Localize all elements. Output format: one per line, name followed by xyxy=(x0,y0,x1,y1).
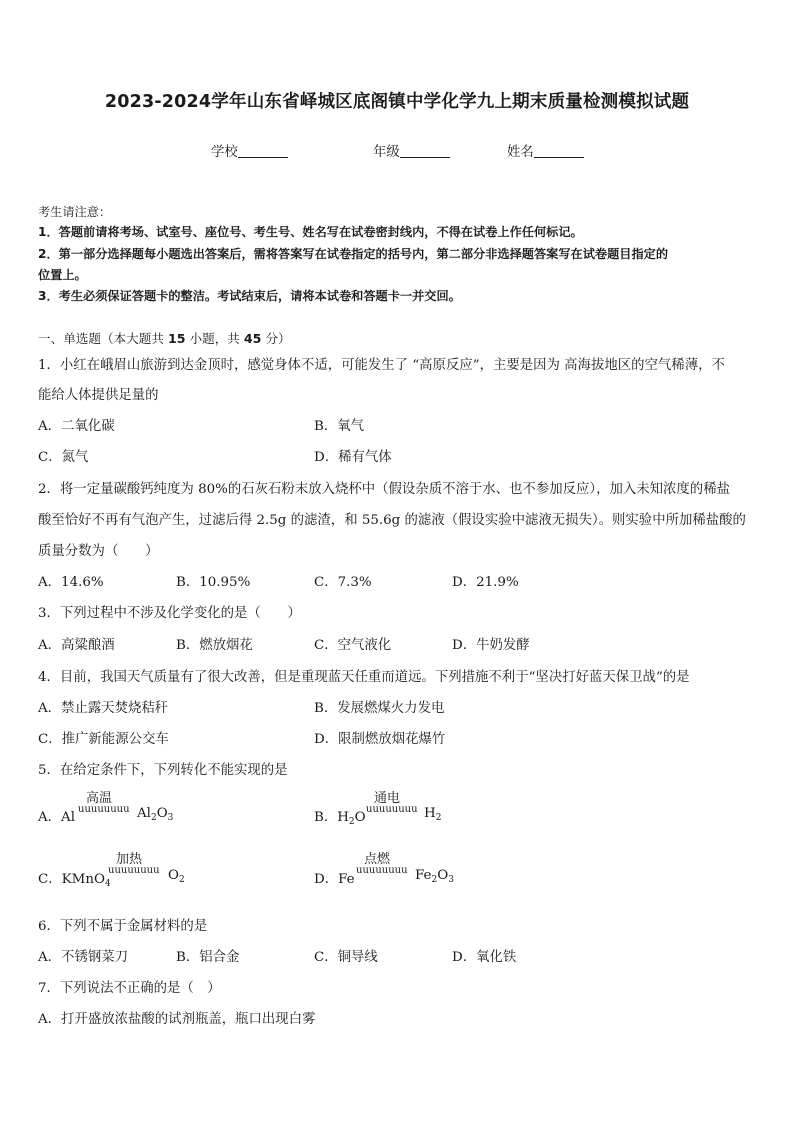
q5-c-arrow-glyph: uuuuuuuu xyxy=(108,865,160,876)
q6-option-b[interactable]: B．铝合金 xyxy=(176,950,240,965)
page-title: 2023-2024学年山东省峄城区底阁镇中学化学九上期末质量检测模拟试题 xyxy=(104,92,690,112)
section-mid: 小题，共 xyxy=(189,331,240,346)
q2-option-b[interactable]: B．10.95% xyxy=(176,575,251,590)
notice-heading: 考生请注意： xyxy=(38,205,112,219)
q6-stem: 6．下列不属于金属材料的是 xyxy=(38,919,208,934)
q5-d-condition-arrow xyxy=(356,852,414,881)
q2-option-d[interactable]: D．21.9% xyxy=(452,575,519,590)
q4-option-d[interactable]: D．限制燃放烟花爆竹 xyxy=(314,732,446,747)
q5-option-d[interactable]: D．Fe xyxy=(314,872,355,887)
notice-item-2-cont: 位置上。 xyxy=(38,268,87,282)
q1-option-d[interactable]: D．稀有气体 xyxy=(314,450,392,465)
notice-item-1: 1．答题前请将考场、试室号、座位号、考生号、姓名写在试卷密封线内，不得在试卷上作任何标记。 xyxy=(38,225,583,239)
school-field xyxy=(211,141,288,160)
q7-stem: 7．下列说法不正确的是（ ） xyxy=(38,981,221,996)
q3-option-a[interactable]: A．高粱酿酒 xyxy=(38,638,115,653)
q2-stem-line3: 质量分数为（ ） xyxy=(38,544,159,559)
section-end: 分） xyxy=(265,331,291,346)
q5-c-product: $O_2$ xyxy=(168,868,185,885)
section-heading xyxy=(38,328,291,347)
q5-d-product: $Fe_2O_3$ xyxy=(415,868,454,885)
q6-option-d[interactable]: D．氧化铁 xyxy=(452,950,517,965)
q3-option-b[interactable]: B．燃放烟花 xyxy=(176,638,253,653)
grade-field xyxy=(373,141,450,160)
q4-option-b[interactable]: B．发展燃煤火力发电 xyxy=(314,701,445,716)
name-field xyxy=(507,141,584,160)
q3-option-c[interactable]: C．空气液化 xyxy=(314,638,392,653)
q5-b-condition-arrow xyxy=(366,791,422,820)
q3-stem: 3．下列过程中不涉及化学变化的是（ ） xyxy=(38,606,301,621)
q1-stem-line2: 能给人体提供足量的 xyxy=(38,388,159,403)
q5-a-arrow-glyph: uuuuuuuu xyxy=(78,804,130,815)
name-label: 姓名 xyxy=(507,145,534,160)
school-label: 学校 xyxy=(211,145,238,160)
q5-d-arrow-glyph: uuuuuuuu xyxy=(356,865,408,876)
q5-option-b[interactable]: B．$H_2O$ xyxy=(314,810,366,827)
q1-option-a[interactable]: A．二氧化碳 xyxy=(38,419,115,434)
q5-option-a[interactable] xyxy=(38,806,75,825)
q5-b-condition: 通电 xyxy=(374,791,401,806)
q2-stem-line2: 酸至恰好不再有气泡产生，过滤后得 2.5g 的滤渣，和 55.6g 的滤液（假设实验中滤液无损失）。则实验中所加稀盐酸的 xyxy=(38,513,746,528)
q5-a-product: $Al_2O_3$ xyxy=(137,806,174,823)
q5-d-condition: 点燃 xyxy=(364,852,391,867)
q5-b-arrow-glyph: uuuuuuuu xyxy=(366,804,418,815)
q5-c-condition: 加热 xyxy=(116,852,143,867)
notice-item-2: 2．第一部分选择题每小题选出答案后，需将答案写在试卷指定的括号内，第二部分非选择题答案写在试卷题目指定的 xyxy=(38,247,669,261)
q4-stem: 4．目前，我国天气质量有了很大改善，但是重现蓝天任重而道远。下列措施不利于“坚决打好蓝天保卫战”的是 xyxy=(38,670,690,685)
q6-option-c[interactable]: C．铜导线 xyxy=(314,950,378,965)
q5-stem: 5．在给定条件下，下列转化不能实现的是 xyxy=(38,763,288,778)
section-count: 15 xyxy=(167,331,186,346)
grade-label: 年级 xyxy=(373,145,400,160)
q5-a-condition-arrow xyxy=(78,791,136,820)
q3-option-d[interactable]: D．牛奶发酵 xyxy=(452,638,530,653)
q1-option-b[interactable]: B．氧气 xyxy=(314,419,365,434)
q5-b-product: $H_2$ xyxy=(424,806,442,823)
q2-stem-line1: 2．将一定量碳酸钙纯度为 80%的石灰石粉末放入烧杯中（假设杂质不溶于水、也不参加反应），加入未知浓度的稀盐 xyxy=(38,482,730,497)
q4-option-c[interactable]: C．推广新能源公交车 xyxy=(38,732,169,747)
q7-option-a[interactable]: A．打开盛放浓盐酸的试剂瓶盖，瓶口出现白雾 xyxy=(38,1012,316,1027)
name-blank[interactable] xyxy=(534,144,584,158)
q4-option-a[interactable]: A．禁止露天焚烧秸秆 xyxy=(38,701,169,716)
q5-c-condition-arrow xyxy=(108,852,166,881)
q5-a-reactant: A．Al xyxy=(38,810,76,825)
q1-option-c[interactable]: C．氮气 xyxy=(38,450,89,465)
q6-option-a[interactable]: A．不锈钢菜刀 xyxy=(38,950,129,965)
q2-option-c[interactable]: C．7.3% xyxy=(314,575,372,590)
section-score: 45 xyxy=(243,331,262,346)
q2-option-a[interactable]: A．14.6% xyxy=(38,575,104,590)
q5-option-c[interactable]: C．KMnO$_4$ xyxy=(38,872,111,889)
grade-blank[interactable] xyxy=(400,144,450,158)
q5-a-condition: 高温 xyxy=(86,791,113,806)
section-label: 一、单选题（本大题共 xyxy=(38,331,164,346)
q1-stem-line1: 1．小红在峨眉山旅游到达金顶时，感觉身体不适，可能发生了 “高原反应”，主要是因为 高海拔地区的空气稀薄，不 xyxy=(38,358,725,373)
school-blank[interactable] xyxy=(238,144,288,158)
notice-item-3: 3．考生必须保证答题卡的整洁。考试结束后，请将本试卷和答题卡一并交回。 xyxy=(38,289,461,303)
